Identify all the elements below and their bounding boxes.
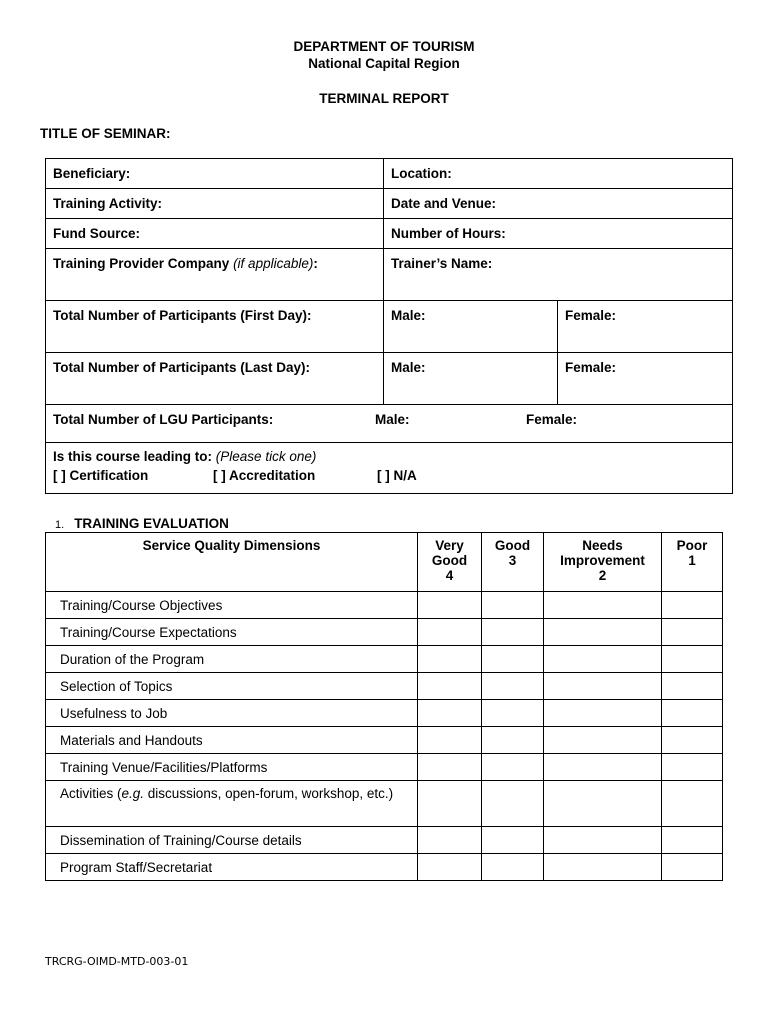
very-good-score: 4 xyxy=(445,568,454,583)
info-table xyxy=(45,158,733,494)
activities-eg: e.g. xyxy=(121,786,145,801)
dimension-label: Program Staff/Secretariat xyxy=(46,854,418,881)
rating-cell-very-good[interactable] xyxy=(418,854,482,881)
column-very-good xyxy=(418,533,482,592)
last-day-participants-field[interactable]: Total Number of Participants (Last Day): xyxy=(46,353,384,405)
very-good-line1: Very xyxy=(435,538,464,553)
rating-cell-very-good[interactable] xyxy=(418,727,482,754)
fund-source-field[interactable]: Fund Source: xyxy=(46,219,384,249)
activities-suffix: discussions, open-forum, workshop, etc.) xyxy=(144,786,394,801)
rating-cell-good[interactable] xyxy=(482,673,544,700)
lgu-participants-field[interactable] xyxy=(46,405,733,443)
dimension-label: Training/Course Objectives xyxy=(46,592,418,619)
table-row xyxy=(46,700,723,727)
provider-note: (if applicable) xyxy=(233,256,314,271)
rating-cell-needs-improvement[interactable] xyxy=(544,727,662,754)
section-number: 1. xyxy=(55,519,65,531)
poor-line1: Poor xyxy=(676,538,708,553)
table-row xyxy=(46,827,723,854)
dimension-label: Dissemination of Training/Course details xyxy=(46,827,418,854)
first-day-male-field[interactable]: Male: xyxy=(384,301,558,353)
dimension-label: Selection of Topics xyxy=(46,673,418,700)
column-poor xyxy=(662,533,723,592)
rating-cell-very-good[interactable] xyxy=(418,592,482,619)
rating-cell-needs-improvement[interactable] xyxy=(544,619,662,646)
section-title-text: TRAINING EVALUATION xyxy=(74,516,229,531)
rating-cell-needs-improvement[interactable] xyxy=(544,827,662,854)
rating-cell-good[interactable] xyxy=(482,827,544,854)
rating-cell-good[interactable] xyxy=(482,727,544,754)
needs-line2: Improvement xyxy=(560,553,645,568)
course-leading-field xyxy=(46,443,733,494)
location-field[interactable]: Location: xyxy=(384,159,733,189)
column-good xyxy=(482,533,544,592)
rating-cell-needs-improvement[interactable] xyxy=(544,646,662,673)
seminar-title-label: TITLE OF SEMINAR: xyxy=(40,126,171,141)
evaluation-table xyxy=(45,532,723,881)
course-question: Is this course leading to: xyxy=(53,449,213,464)
beneficiary-field[interactable]: Beneficiary: xyxy=(46,159,384,189)
rating-cell-good[interactable] xyxy=(482,700,544,727)
table-row xyxy=(46,619,723,646)
rating-cell-very-good[interactable] xyxy=(418,673,482,700)
lgu-male-label: Male: xyxy=(375,412,410,427)
lgu-female-label: Female: xyxy=(526,412,578,427)
needs-line1: Needs xyxy=(582,538,623,553)
rating-cell-good[interactable] xyxy=(482,781,544,827)
region-heading: National Capital Region xyxy=(308,56,460,71)
last-day-female-field[interactable]: Female: xyxy=(558,353,733,405)
section-title xyxy=(55,516,229,531)
rating-cell-poor[interactable] xyxy=(662,827,723,854)
trainer-name-field[interactable]: Trainer’s Name: xyxy=(384,249,733,301)
accreditation-checkbox[interactable]: [ ] Accreditation xyxy=(213,468,316,483)
rating-cell-needs-improvement[interactable] xyxy=(544,781,662,827)
certification-checkbox[interactable]: [ ] Certification xyxy=(53,468,149,483)
rating-cell-good[interactable] xyxy=(482,854,544,881)
rating-cell-very-good[interactable] xyxy=(418,781,482,827)
rating-cell-needs-improvement[interactable] xyxy=(544,673,662,700)
good-score: 3 xyxy=(508,553,517,568)
rating-cell-needs-improvement[interactable] xyxy=(544,854,662,881)
rating-cell-very-good[interactable] xyxy=(418,700,482,727)
needs-score: 2 xyxy=(598,568,607,583)
column-needs-improvement xyxy=(544,533,662,592)
table-row xyxy=(46,673,723,700)
very-good-line2: Good xyxy=(431,553,468,568)
good-line1: Good xyxy=(494,538,531,553)
rating-cell-very-good[interactable] xyxy=(418,619,482,646)
number-hours-field[interactable]: Number of Hours: xyxy=(384,219,733,249)
training-activity-field[interactable]: Training Activity: xyxy=(46,189,384,219)
rating-cell-poor[interactable] xyxy=(662,727,723,754)
lgu-label: Total Number of LGU Participants: xyxy=(53,412,274,427)
rating-cell-good[interactable] xyxy=(482,646,544,673)
date-venue-field[interactable]: Date and Venue: xyxy=(384,189,733,219)
table-row xyxy=(46,781,723,827)
rating-cell-poor[interactable] xyxy=(662,673,723,700)
rating-cell-poor[interactable] xyxy=(662,781,723,827)
table-row xyxy=(46,727,723,754)
rating-cell-needs-improvement[interactable] xyxy=(544,754,662,781)
rating-cell-poor[interactable] xyxy=(662,646,723,673)
dimension-label: Duration of the Program xyxy=(46,646,418,673)
course-note: (Please tick one) xyxy=(215,449,317,464)
rating-cell-needs-improvement[interactable] xyxy=(544,592,662,619)
rating-cell-poor[interactable] xyxy=(662,754,723,781)
column-dimension: Service Quality Dimensions xyxy=(46,533,418,592)
provider-colon: : xyxy=(313,256,318,271)
rating-cell-poor[interactable] xyxy=(662,619,723,646)
rating-cell-very-good[interactable] xyxy=(418,646,482,673)
department-heading: DEPARTMENT OF TOURISM xyxy=(293,39,475,54)
rating-cell-very-good[interactable] xyxy=(418,827,482,854)
table-row xyxy=(46,592,723,619)
report-title: TERMINAL REPORT xyxy=(319,91,449,106)
last-day-male-field[interactable]: Male: xyxy=(384,353,558,405)
table-row xyxy=(46,754,723,781)
rating-cell-needs-improvement[interactable] xyxy=(544,700,662,727)
rating-cell-very-good[interactable] xyxy=(418,754,482,781)
dimension-label: Usefulness to Job xyxy=(46,700,418,727)
poor-score: 1 xyxy=(688,553,696,568)
provider-label: Training Provider Company xyxy=(53,256,230,271)
rating-cell-good[interactable] xyxy=(482,592,544,619)
rating-cell-good[interactable] xyxy=(482,754,544,781)
provider-field[interactable] xyxy=(46,249,384,301)
na-checkbox[interactable]: [ ] N/A xyxy=(377,468,417,483)
dimension-label xyxy=(46,781,418,827)
rating-cell-poor[interactable] xyxy=(662,854,723,881)
rating-cell-poor[interactable] xyxy=(662,592,723,619)
dimension-label: Training Venue/Facilities/Platforms xyxy=(46,754,418,781)
table-row xyxy=(46,854,723,881)
rating-cell-good[interactable] xyxy=(482,619,544,646)
first-day-female-field[interactable]: Female: xyxy=(558,301,733,353)
form-code: TRCRG-OIMD-MTD-003-01 xyxy=(45,955,189,968)
rating-cell-poor[interactable] xyxy=(662,700,723,727)
first-day-participants-field[interactable]: Total Number of Participants (First Day): xyxy=(46,301,384,353)
activities-prefix: Activities ( xyxy=(60,786,122,801)
dimension-label: Training/Course Expectations xyxy=(46,619,418,646)
table-row xyxy=(46,646,723,673)
dimension-label: Materials and Handouts xyxy=(46,727,418,754)
